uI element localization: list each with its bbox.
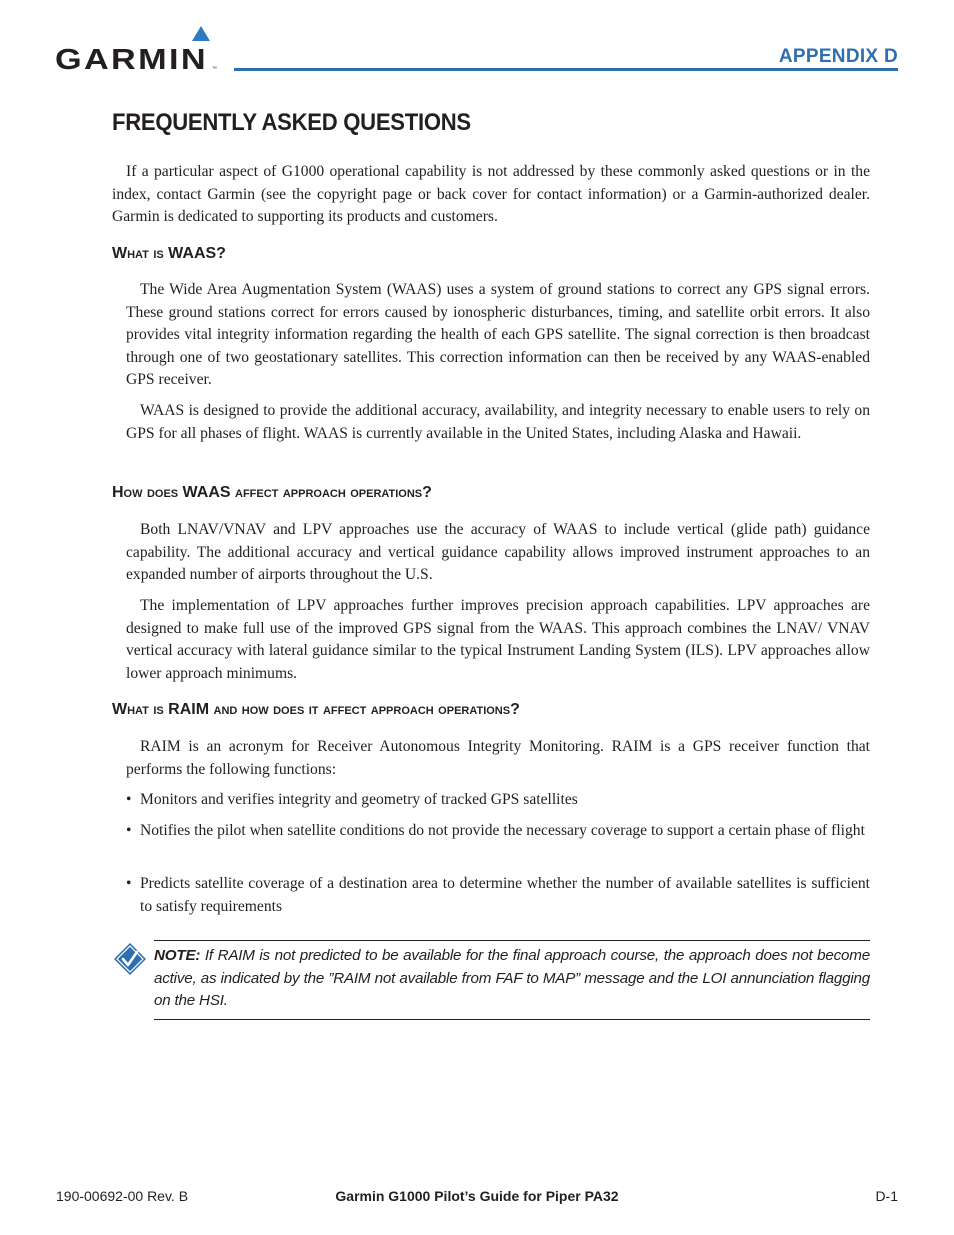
note-body: If RAIM is not predicted to be available for the final approach course, the approach does not become active, as indicated by the ”RAIM not available from FAF to MAP” message and the LOI annunciation flagging on the HSI. [154,947,870,1010]
section-label: APPENDIX D [778,46,898,67]
logo-triangle-icon [192,26,210,41]
note-checkmark-icon [113,942,147,976]
paragraph-waas-2: WAAS is designed to provide the additional accuracy, availability, and integrity necessary to enable users to rely on GPS for all phases of flight. WAAS is currently available in the United States, including Alaska and Hawaii. [126,402,870,442]
note-bottom-rule [154,1019,870,1020]
bullet-text: Predicts satellite coverage of a destination area to determine whether the number of available satellites is sufficient to satisfy requirements [140,875,870,915]
trademark-mark: ™ [212,66,217,72]
section-heading-raim: What is RAIM and how does it affect approach operations? [112,701,520,718]
bullet-glyph: • [126,791,132,808]
note-text [154,945,870,1013]
footer-doc-number: 190-00692-00 Rev. B [56,1188,189,1204]
list-item [126,789,870,812]
bullet-glyph: • [126,822,132,839]
intro-paragraph: If a particular aspect of G1000 operational capability is not addressed by these commonly asked questions or in the index, contact Garmin (see the copyright page or back cover for contact information) or a Garmin-authorized dealer. Garmin is dedicated to supporting its products and customers. [112,163,870,226]
footer-page-number: D-1 [875,1188,898,1204]
paragraph-raim-1: RAIM is an acronym for Receiver Autonomous Integrity Monitoring. RAIM is a GPS receiver function that performs the following functions: [126,738,870,778]
brand-wordmark: GARMIN [55,44,208,76]
list-item [126,820,870,843]
list-item [126,873,870,918]
bullet-text: Monitors and verifies integrity and geometry of tracked GPS satellites [140,791,578,808]
note-top-rule [154,940,870,941]
garmin-logo [55,26,220,76]
footer-doc-title: Garmin G1000 Pilot’s Guide for Piper PA32 [335,1188,619,1204]
bullet-text: Notifies the pilot when satellite conditions do not provide the necessary coverage to support a certain phase of flight [140,822,865,839]
bullet-glyph: • [126,875,132,892]
section-heading-waas-approach: How does WAAS affect approach operations? [112,484,432,501]
note-label: NOTE: [154,947,201,964]
header-rule [234,68,898,71]
paragraph-approach-1: Both LNAV/VNAV and LPV approaches use the accuracy of WAAS to include vertical (glide path) guidance capability. The additional accuracy and vertical guidance capability allows improved instrument approaches to an expanded number of airports throughout the U.S. [126,521,870,584]
paragraph-waas-1: The Wide Area Augmentation System (WAAS) uses a system of ground stations to correct any GPS signal errors. These ground stations correct for errors caused by ionospheric disturbances, timing, and satellite orbit errors. It also provides vital integrity information regarding the health of each GPS satellite. The signal correction is then broadcast through one of two geostationary satellites. This correction information can then be received by any WAAS-enabled GPS receiver. [126,281,870,389]
paragraph-approach-2: The implementation of LPV approaches further improves precision approach capabilities. LPV approaches are designed to make full use of the improved GPS signal from the WAAS. This approach combines the LNAV/ VNAV vertical accuracy with lateral guidance similar to the typical Instrument Landing System (ILS). LPV approaches allow lower approach minimums. [126,597,870,682]
page-title: FREQUENTLY ASKED QUESTIONS [112,109,471,136]
section-heading-waas: What is WAAS? [112,245,226,262]
